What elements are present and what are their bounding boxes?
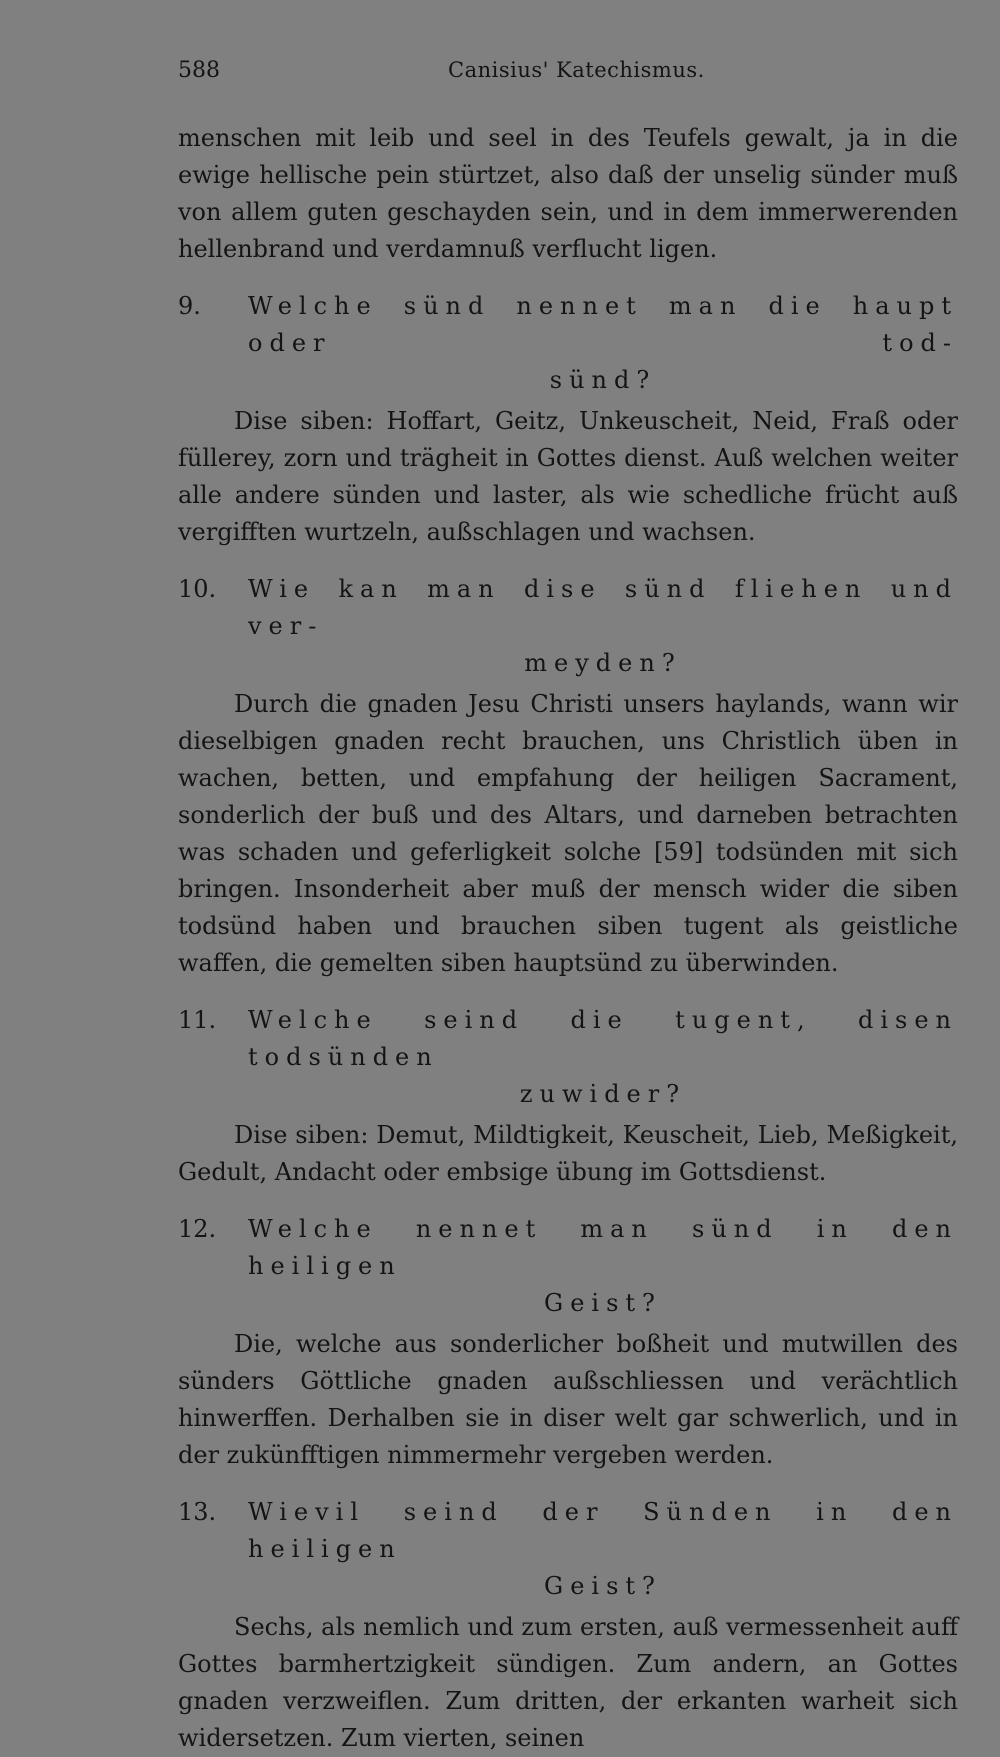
- question-number: 11.: [178, 1006, 217, 1034]
- section-9: [178, 288, 958, 551]
- question-text-line2: sünd?: [549, 366, 657, 394]
- question-text-line2: zuwider?: [519, 1080, 687, 1108]
- answer-paragraph: Dise siben: Demut, Mildtigkeit, Keuscheit, Lieb, Meßigkeit, Gedult, Andacht oder embsige übung im Gottsdienst.: [178, 1121, 958, 1186]
- running-title: Canisius' Katechismus.: [448, 58, 705, 82]
- question-number: 12.: [178, 1215, 217, 1243]
- page-number: 588: [178, 58, 220, 83]
- question-text-line1: Wie kan man dise sünd fliehen und ver-: [248, 575, 958, 640]
- opening-paragraph: menschen mit leib und seel in des Teufels gewalt, ja in die ewige hellische pein stürtzet, also daß der unselig sünder muß von allem guten geschayden sein, und in dem immerwerenden hellenbrand und verdamnuß verflucht ligen.: [178, 124, 958, 263]
- question-text-line1: Welche nennet man sünd in den heiligen: [248, 1215, 958, 1280]
- question-heading: [178, 288, 958, 399]
- question-text-line1: Welche sünd nennet man die haupt oder tod-: [248, 292, 958, 357]
- question-text-line2: Geist?: [544, 1289, 662, 1317]
- question-number: 10.: [178, 575, 217, 603]
- book-page: [178, 58, 958, 1757]
- question-number: 13.: [178, 1498, 217, 1526]
- section-12: [178, 1211, 958, 1474]
- question-heading: [178, 1211, 958, 1322]
- answer-paragraph: Sechs, als nemlich und zum ersten, auß vermessenheit auff Gottes barmhertzigkeit sündigen. Zum andern, an Gottes gnaden verzweiflen. Zum dritten, der erkanten warheit sich widersetzen. Zum vierten, seinen: [178, 1613, 958, 1752]
- question-text-line1: Wievil seind der Sünden in den heiligen: [248, 1498, 958, 1563]
- question-heading: [178, 1002, 958, 1113]
- question-heading: [178, 571, 958, 682]
- section-13: [178, 1494, 958, 1757]
- question-heading: [178, 1494, 958, 1605]
- answer-paragraph: Dise siben: Hoffart, Geitz, Unkeuscheit, Neid, Fraß oder füllerey, zorn und trägheit in Gottes dienst. Auß welchen weiter alle andere sünden und laster, als wie schedliche frücht auß vergifften wurtzeln, außschlagen und wachsen.: [178, 407, 958, 546]
- question-text-line2: Geist?: [544, 1572, 662, 1600]
- question-number: 9.: [178, 292, 201, 320]
- section-10: [178, 571, 958, 982]
- answer-paragraph: Durch die gnaden Jesu Christi unsers haylands, wann wir dieselbigen gnaden recht brauchen, uns Christlich üben in wachen, betten, und empfahung der heiligen Sacrament, sonderlich der buß und des Altars, und darneben betrachten was schaden und geferligkeit solche [59] todsünden mit sich bringen. Insonderheit aber muß der mensch wider die siben todsünd haben und brauchen siben tugent als geistliche waffen, die gemelten siben hauptsünd zu überwinden.: [178, 690, 958, 977]
- question-text-line1: Welche seind die tugent, disen todsünden: [248, 1006, 958, 1071]
- question-text-line2: meyden?: [524, 649, 682, 677]
- answer-paragraph: Die, welche aus sonderlicher boßheit und mutwillen des sünders Göttliche gnaden außschliessen und verächtlich hinwerffen. Derhalben sie in diser welt gar schwerlich, und in der zukünfftigen nimmermehr vergeben werden.: [178, 1330, 958, 1469]
- section-11: [178, 1002, 958, 1191]
- page-header: [178, 58, 958, 102]
